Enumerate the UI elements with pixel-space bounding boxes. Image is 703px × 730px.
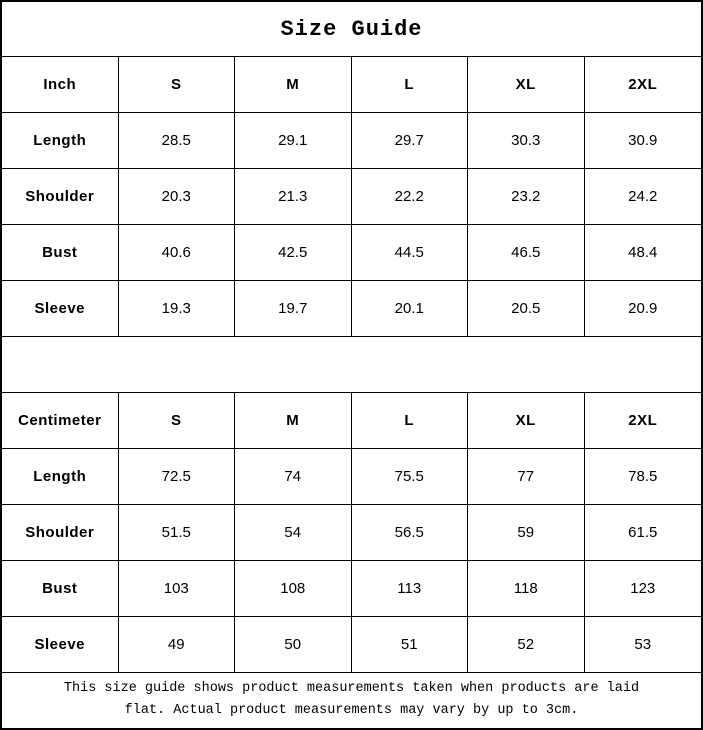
table-cell: 77 xyxy=(468,449,585,505)
table-cell: 108 xyxy=(235,561,352,617)
table-cell: 123 xyxy=(585,561,702,617)
size-header-l: L xyxy=(352,57,469,113)
centimeter-unit-header: Centimeter xyxy=(2,393,119,449)
row-label: Length xyxy=(2,113,119,169)
table-cell: 20.5 xyxy=(468,281,585,337)
size-header-s: S xyxy=(119,393,236,449)
table-cell: 118 xyxy=(468,561,585,617)
row-label: Bust xyxy=(2,561,119,617)
size-header-s: S xyxy=(119,57,236,113)
table-cell: 48.4 xyxy=(585,225,702,281)
footer-note-row xyxy=(2,673,701,727)
table-spacer xyxy=(2,337,701,393)
table-cell: 51.5 xyxy=(119,505,236,561)
size-header-xl: XL xyxy=(468,57,585,113)
table-cell: 51 xyxy=(352,617,469,673)
table-cell: 53 xyxy=(585,617,702,673)
inch-table xyxy=(2,57,701,337)
row-label: Shoulder xyxy=(2,169,119,225)
row-label: Shoulder xyxy=(2,505,119,561)
inch-unit-header: Inch xyxy=(2,57,119,113)
footer-note: This size guide shows product measurements taken when products are laid flat. Actual product measurements may vary by up to 3cm. xyxy=(63,681,640,718)
table-cell: 28.5 xyxy=(119,113,236,169)
table-cell: 23.2 xyxy=(468,169,585,225)
row-label: Length xyxy=(2,449,119,505)
table-cell: 59 xyxy=(468,505,585,561)
table-cell: 54 xyxy=(235,505,352,561)
table-cell: 21.3 xyxy=(235,169,352,225)
table-cell: 42.5 xyxy=(235,225,352,281)
table-cell: 75.5 xyxy=(352,449,469,505)
table-cell: 30.3 xyxy=(468,113,585,169)
table-cell: 46.5 xyxy=(468,225,585,281)
table-cell: 22.2 xyxy=(352,169,469,225)
table-cell: 29.1 xyxy=(235,113,352,169)
table-cell: 113 xyxy=(352,561,469,617)
page-title: Size Guide xyxy=(2,2,701,57)
table-cell: 44.5 xyxy=(352,225,469,281)
size-header-2xl: 2XL xyxy=(585,57,702,113)
table-cell: 103 xyxy=(119,561,236,617)
size-header-l: L xyxy=(352,393,469,449)
table-cell: 61.5 xyxy=(585,505,702,561)
table-cell: 20.3 xyxy=(119,169,236,225)
row-label: Bust xyxy=(2,225,119,281)
row-label: Sleeve xyxy=(2,617,119,673)
table-cell: 40.6 xyxy=(119,225,236,281)
table-cell: 52 xyxy=(468,617,585,673)
size-header-xl: XL xyxy=(468,393,585,449)
table-cell: 30.9 xyxy=(585,113,702,169)
table-cell: 20.1 xyxy=(352,281,469,337)
table-cell: 24.2 xyxy=(585,169,702,225)
table-cell: 20.9 xyxy=(585,281,702,337)
centimeter-table xyxy=(2,393,701,673)
table-cell: 19.3 xyxy=(119,281,236,337)
table-cell: 29.7 xyxy=(352,113,469,169)
size-header-m: M xyxy=(235,57,352,113)
row-label: Sleeve xyxy=(2,281,119,337)
size-header-m: M xyxy=(235,393,352,449)
table-cell: 50 xyxy=(235,617,352,673)
table-cell: 78.5 xyxy=(585,449,702,505)
table-cell: 56.5 xyxy=(352,505,469,561)
size-header-2xl: 2XL xyxy=(585,393,702,449)
table-cell: 74 xyxy=(235,449,352,505)
table-cell: 19.7 xyxy=(235,281,352,337)
table-cell: 72.5 xyxy=(119,449,236,505)
table-cell: 49 xyxy=(119,617,236,673)
